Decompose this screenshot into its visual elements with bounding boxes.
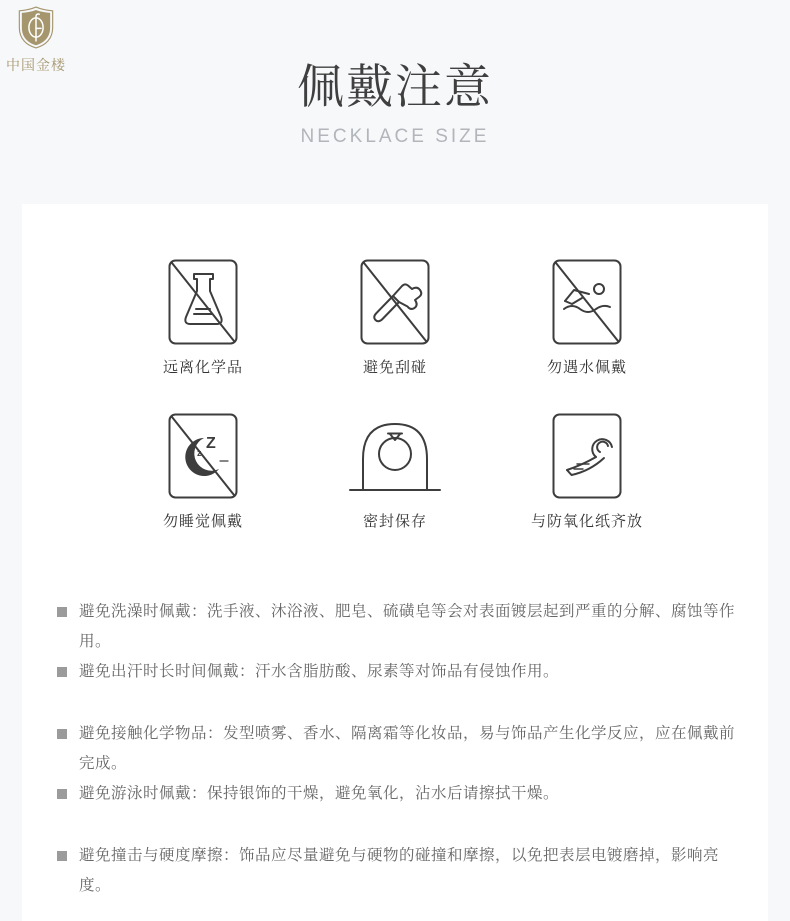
care-item-seal [299,413,491,531]
bullet-square-icon [57,851,67,861]
no-water-swimmer-icon [552,259,622,345]
bullet-square-icon [57,789,67,799]
note-item [57,657,735,687]
care-item-water [491,259,683,377]
no-scratch-hammer-icon [360,259,430,345]
note-item [57,597,735,657]
note-text: 避免接触化学物品：发型喷雾、香水、隔离霜等化妆品，易与饰品产生化学反应，应在佩戴前完成。 [79,725,736,772]
note-text: 避免出汗时长时间佩戴：汗水含脂肪酸、尿素等对饰品有侵蚀作用。 [79,663,560,680]
note-text: 避免撞击与硬度摩擦：饰品应尽量避免与硬物的碰撞和摩擦，以免把表层电镀磨掉，影响亮度。 [79,847,720,894]
care-item-label: 避免刮碰 [362,359,427,376]
care-item-sleep [107,413,299,531]
bullet-square-icon [57,607,67,617]
care-item-scratch [299,259,491,377]
content-card [22,204,768,921]
svg-text:z: z [197,448,202,458]
care-item-label: 勿睡觉佩戴 [162,513,243,530]
care-item-label: 勿遇水佩戴 [546,359,627,376]
care-item-label: 远离化学品 [162,359,243,376]
brand [4,4,68,75]
notes-list [22,597,768,901]
header [0,0,790,148]
svg-text:Z: Z [206,435,216,452]
brand-name: 中国金楼 [6,57,66,73]
bullet-square-icon [57,729,67,739]
no-sleep-moon-icon [168,413,238,499]
care-item-label: 与防氧化纸齐放 [530,513,643,530]
brand-shield-logo-icon [16,4,56,51]
note-group [57,597,735,687]
anti-oxidation-paper-icon [552,413,622,499]
care-item-chemicals [107,259,299,377]
note-group [57,841,735,901]
note-text: 避免洗澡时佩戴：洗手液、沐浴液、肥皂、硫磺皂等会对表面镀层起到严重的分解、腐蚀等作用。 [79,603,736,650]
care-icon-grid [107,259,683,531]
note-item [57,841,735,901]
page-subtitle: NECKLACE SIZE [300,126,490,147]
note-item [57,719,735,779]
bullet-square-icon [57,667,67,677]
no-chemicals-flask-icon [168,259,238,345]
note-item [57,779,735,809]
care-item-label: 密封保存 [362,513,427,530]
note-text: 避免游泳时佩戴：保持银饰的干燥，避免氧化，沾水后请擦拭干燥。 [79,785,560,802]
care-item-paper [491,413,683,531]
note-group [57,719,735,809]
sealed-storage-ring-icon [347,413,443,499]
page-title: 佩戴注意 [297,60,493,113]
